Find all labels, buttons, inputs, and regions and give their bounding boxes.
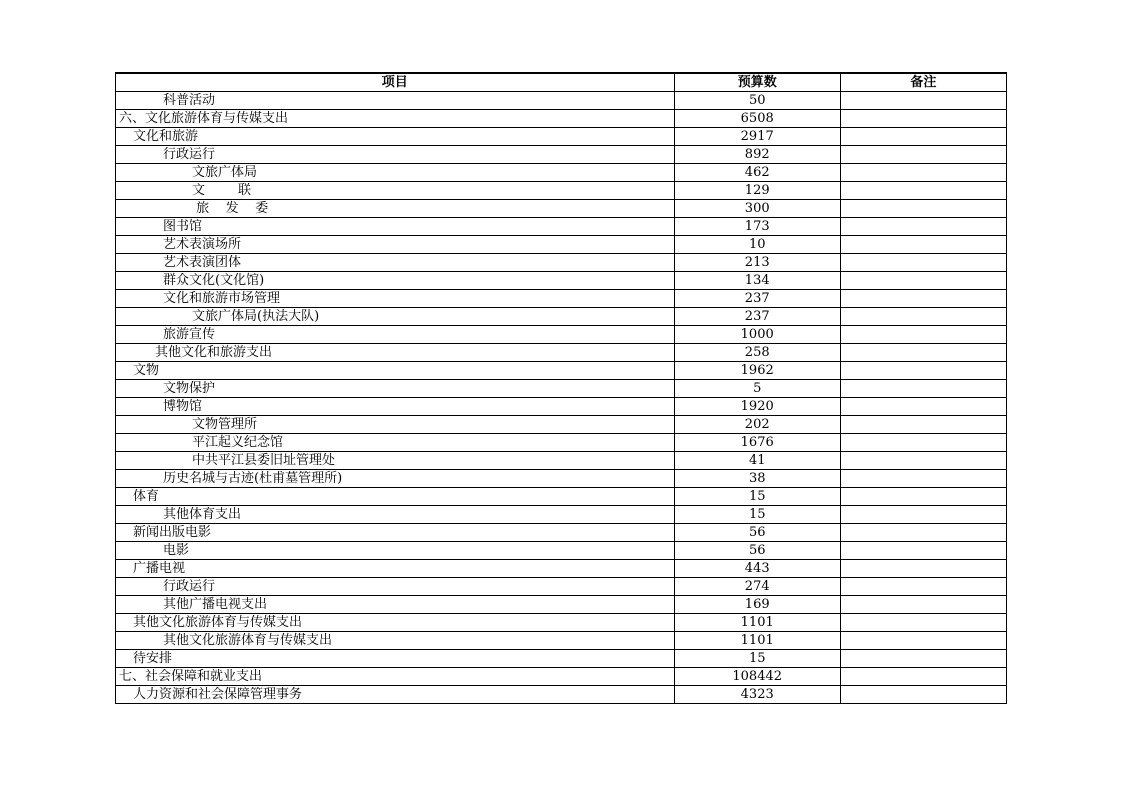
row-item-cell: 艺术表演场所 xyxy=(116,236,675,254)
row-item-cell: 群众文化(文化馆) xyxy=(116,272,675,290)
row-item-cell: 文物保护 xyxy=(116,380,675,398)
table-row xyxy=(116,164,1007,182)
row-item-cell: 文物 xyxy=(116,362,675,380)
row-amount-cell: 38 xyxy=(674,470,840,488)
row-note-cell xyxy=(840,578,1006,596)
row-note-cell xyxy=(840,596,1006,614)
header-amount: 预算数 xyxy=(674,73,840,92)
row-item-cell: 其他文化旅游体育与传媒支出 xyxy=(116,632,675,650)
row-note-cell xyxy=(840,560,1006,578)
table-row xyxy=(116,92,1007,110)
table-row xyxy=(116,578,1007,596)
row-amount-cell: 108442 xyxy=(674,668,840,686)
row-item-cell: 文化和旅游市场管理 xyxy=(116,290,675,308)
table-row xyxy=(116,434,1007,452)
row-item-cell: 文旅广体局 xyxy=(116,164,675,182)
row-item-cell: 图书馆 xyxy=(116,218,675,236)
row-item-cell: 旅 发 委 xyxy=(116,200,675,218)
table-row xyxy=(116,362,1007,380)
row-item-cell: 新闻出版电影 xyxy=(116,524,675,542)
row-item-cell: 六、文化旅游体育与传媒支出 xyxy=(116,110,675,128)
row-item-cell: 中共平江县委旧址管理处 xyxy=(116,452,675,470)
row-note-cell xyxy=(840,686,1006,704)
row-amount-cell: 213 xyxy=(674,254,840,272)
row-item-cell: 文旅广体局(执法大队) xyxy=(116,308,675,326)
row-item-cell: 旅游宣传 xyxy=(116,326,675,344)
table-row xyxy=(116,344,1007,362)
row-note-cell xyxy=(840,164,1006,182)
row-note-cell xyxy=(840,272,1006,290)
row-note-cell xyxy=(840,614,1006,632)
row-note-cell xyxy=(840,110,1006,128)
row-note-cell xyxy=(840,182,1006,200)
row-note-cell xyxy=(840,380,1006,398)
row-item-cell: 历史名城与古迹(杜甫墓管理所) xyxy=(116,470,675,488)
table-row xyxy=(116,596,1007,614)
row-amount-cell: 129 xyxy=(674,182,840,200)
row-amount-cell: 5 xyxy=(674,380,840,398)
row-item-cell: 其他文化旅游体育与传媒支出 xyxy=(116,614,675,632)
table-row xyxy=(116,200,1007,218)
table-row xyxy=(116,416,1007,434)
row-note-cell xyxy=(840,488,1006,506)
table-row xyxy=(116,128,1007,146)
table-row xyxy=(116,380,1007,398)
row-amount-cell: 15 xyxy=(674,488,840,506)
table-row xyxy=(116,614,1007,632)
row-note-cell xyxy=(840,146,1006,164)
table-header-row xyxy=(116,73,1007,92)
row-note-cell xyxy=(840,236,1006,254)
row-note-cell xyxy=(840,632,1006,650)
row-note-cell xyxy=(840,128,1006,146)
table-row xyxy=(116,218,1007,236)
table-row xyxy=(116,686,1007,704)
row-note-cell xyxy=(840,452,1006,470)
row-amount-cell: 1920 xyxy=(674,398,840,416)
row-item-cell: 行政运行 xyxy=(116,578,675,596)
table-row xyxy=(116,668,1007,686)
row-item-cell: 广播电视 xyxy=(116,560,675,578)
row-note-cell xyxy=(840,434,1006,452)
row-note-cell xyxy=(840,92,1006,110)
row-amount-cell: 134 xyxy=(674,272,840,290)
row-amount-cell: 50 xyxy=(674,92,840,110)
row-note-cell xyxy=(840,326,1006,344)
table-row xyxy=(116,146,1007,164)
row-item-cell: 体育 xyxy=(116,488,675,506)
row-amount-cell: 443 xyxy=(674,560,840,578)
row-amount-cell: 2917 xyxy=(674,128,840,146)
row-amount-cell: 15 xyxy=(674,506,840,524)
table-row xyxy=(116,110,1007,128)
table-row xyxy=(116,236,1007,254)
table-body xyxy=(116,92,1007,704)
table-row xyxy=(116,542,1007,560)
row-amount-cell: 41 xyxy=(674,452,840,470)
row-note-cell xyxy=(840,290,1006,308)
row-note-cell xyxy=(840,362,1006,380)
table-row xyxy=(116,650,1007,668)
row-amount-cell: 1676 xyxy=(674,434,840,452)
table-row xyxy=(116,254,1007,272)
row-amount-cell: 15 xyxy=(674,650,840,668)
row-note-cell xyxy=(840,344,1006,362)
table-row xyxy=(116,506,1007,524)
row-amount-cell: 892 xyxy=(674,146,840,164)
row-item-cell: 科普活动 xyxy=(116,92,675,110)
row-amount-cell: 202 xyxy=(674,416,840,434)
table-row xyxy=(116,524,1007,542)
row-amount-cell: 300 xyxy=(674,200,840,218)
table-row xyxy=(116,632,1007,650)
row-note-cell xyxy=(840,200,1006,218)
row-item-cell: 文化和旅游 xyxy=(116,128,675,146)
row-amount-cell: 56 xyxy=(674,524,840,542)
row-amount-cell: 173 xyxy=(674,218,840,236)
header-item: 项目 xyxy=(116,73,675,92)
row-note-cell xyxy=(840,668,1006,686)
row-amount-cell: 258 xyxy=(674,344,840,362)
row-amount-cell: 237 xyxy=(674,290,840,308)
row-item-cell: 行政运行 xyxy=(116,146,675,164)
row-note-cell xyxy=(840,218,1006,236)
row-item-cell: 其他文化和旅游支出 xyxy=(116,344,675,362)
table-row xyxy=(116,272,1007,290)
row-item-cell: 文 联 xyxy=(116,182,675,200)
row-amount-cell: 1101 xyxy=(674,632,840,650)
row-note-cell xyxy=(840,650,1006,668)
row-item-cell: 艺术表演团体 xyxy=(116,254,675,272)
table-row xyxy=(116,560,1007,578)
row-item-cell: 博物馆 xyxy=(116,398,675,416)
row-note-cell xyxy=(840,506,1006,524)
row-amount-cell: 56 xyxy=(674,542,840,560)
row-amount-cell: 4323 xyxy=(674,686,840,704)
row-note-cell xyxy=(840,524,1006,542)
row-amount-cell: 462 xyxy=(674,164,840,182)
table-row xyxy=(116,452,1007,470)
header-note: 备注 xyxy=(840,73,1006,92)
row-note-cell xyxy=(840,254,1006,272)
row-item-cell: 平江起义纪念馆 xyxy=(116,434,675,452)
row-note-cell xyxy=(840,398,1006,416)
row-amount-cell: 6508 xyxy=(674,110,840,128)
row-item-cell: 七、社会保障和就业支出 xyxy=(116,668,675,686)
row-note-cell xyxy=(840,470,1006,488)
table-row xyxy=(116,290,1007,308)
row-amount-cell: 1101 xyxy=(674,614,840,632)
row-amount-cell: 237 xyxy=(674,308,840,326)
row-note-cell xyxy=(840,542,1006,560)
row-amount-cell: 10 xyxy=(674,236,840,254)
budget-table xyxy=(115,72,1007,704)
row-item-cell: 人力资源和社会保障管理事务 xyxy=(116,686,675,704)
table-row xyxy=(116,488,1007,506)
row-amount-cell: 274 xyxy=(674,578,840,596)
table-row xyxy=(116,308,1007,326)
row-amount-cell: 1962 xyxy=(674,362,840,380)
row-note-cell xyxy=(840,308,1006,326)
table-row xyxy=(116,470,1007,488)
row-item-cell: 电影 xyxy=(116,542,675,560)
row-amount-cell: 169 xyxy=(674,596,840,614)
row-item-cell: 其他体育支出 xyxy=(116,506,675,524)
table-row xyxy=(116,326,1007,344)
row-item-cell: 待安排 xyxy=(116,650,675,668)
row-item-cell: 其他广播电视支出 xyxy=(116,596,675,614)
table-row xyxy=(116,398,1007,416)
row-note-cell xyxy=(840,416,1006,434)
row-amount-cell: 1000 xyxy=(674,326,840,344)
row-item-cell: 文物管理所 xyxy=(116,416,675,434)
table-row xyxy=(116,182,1007,200)
